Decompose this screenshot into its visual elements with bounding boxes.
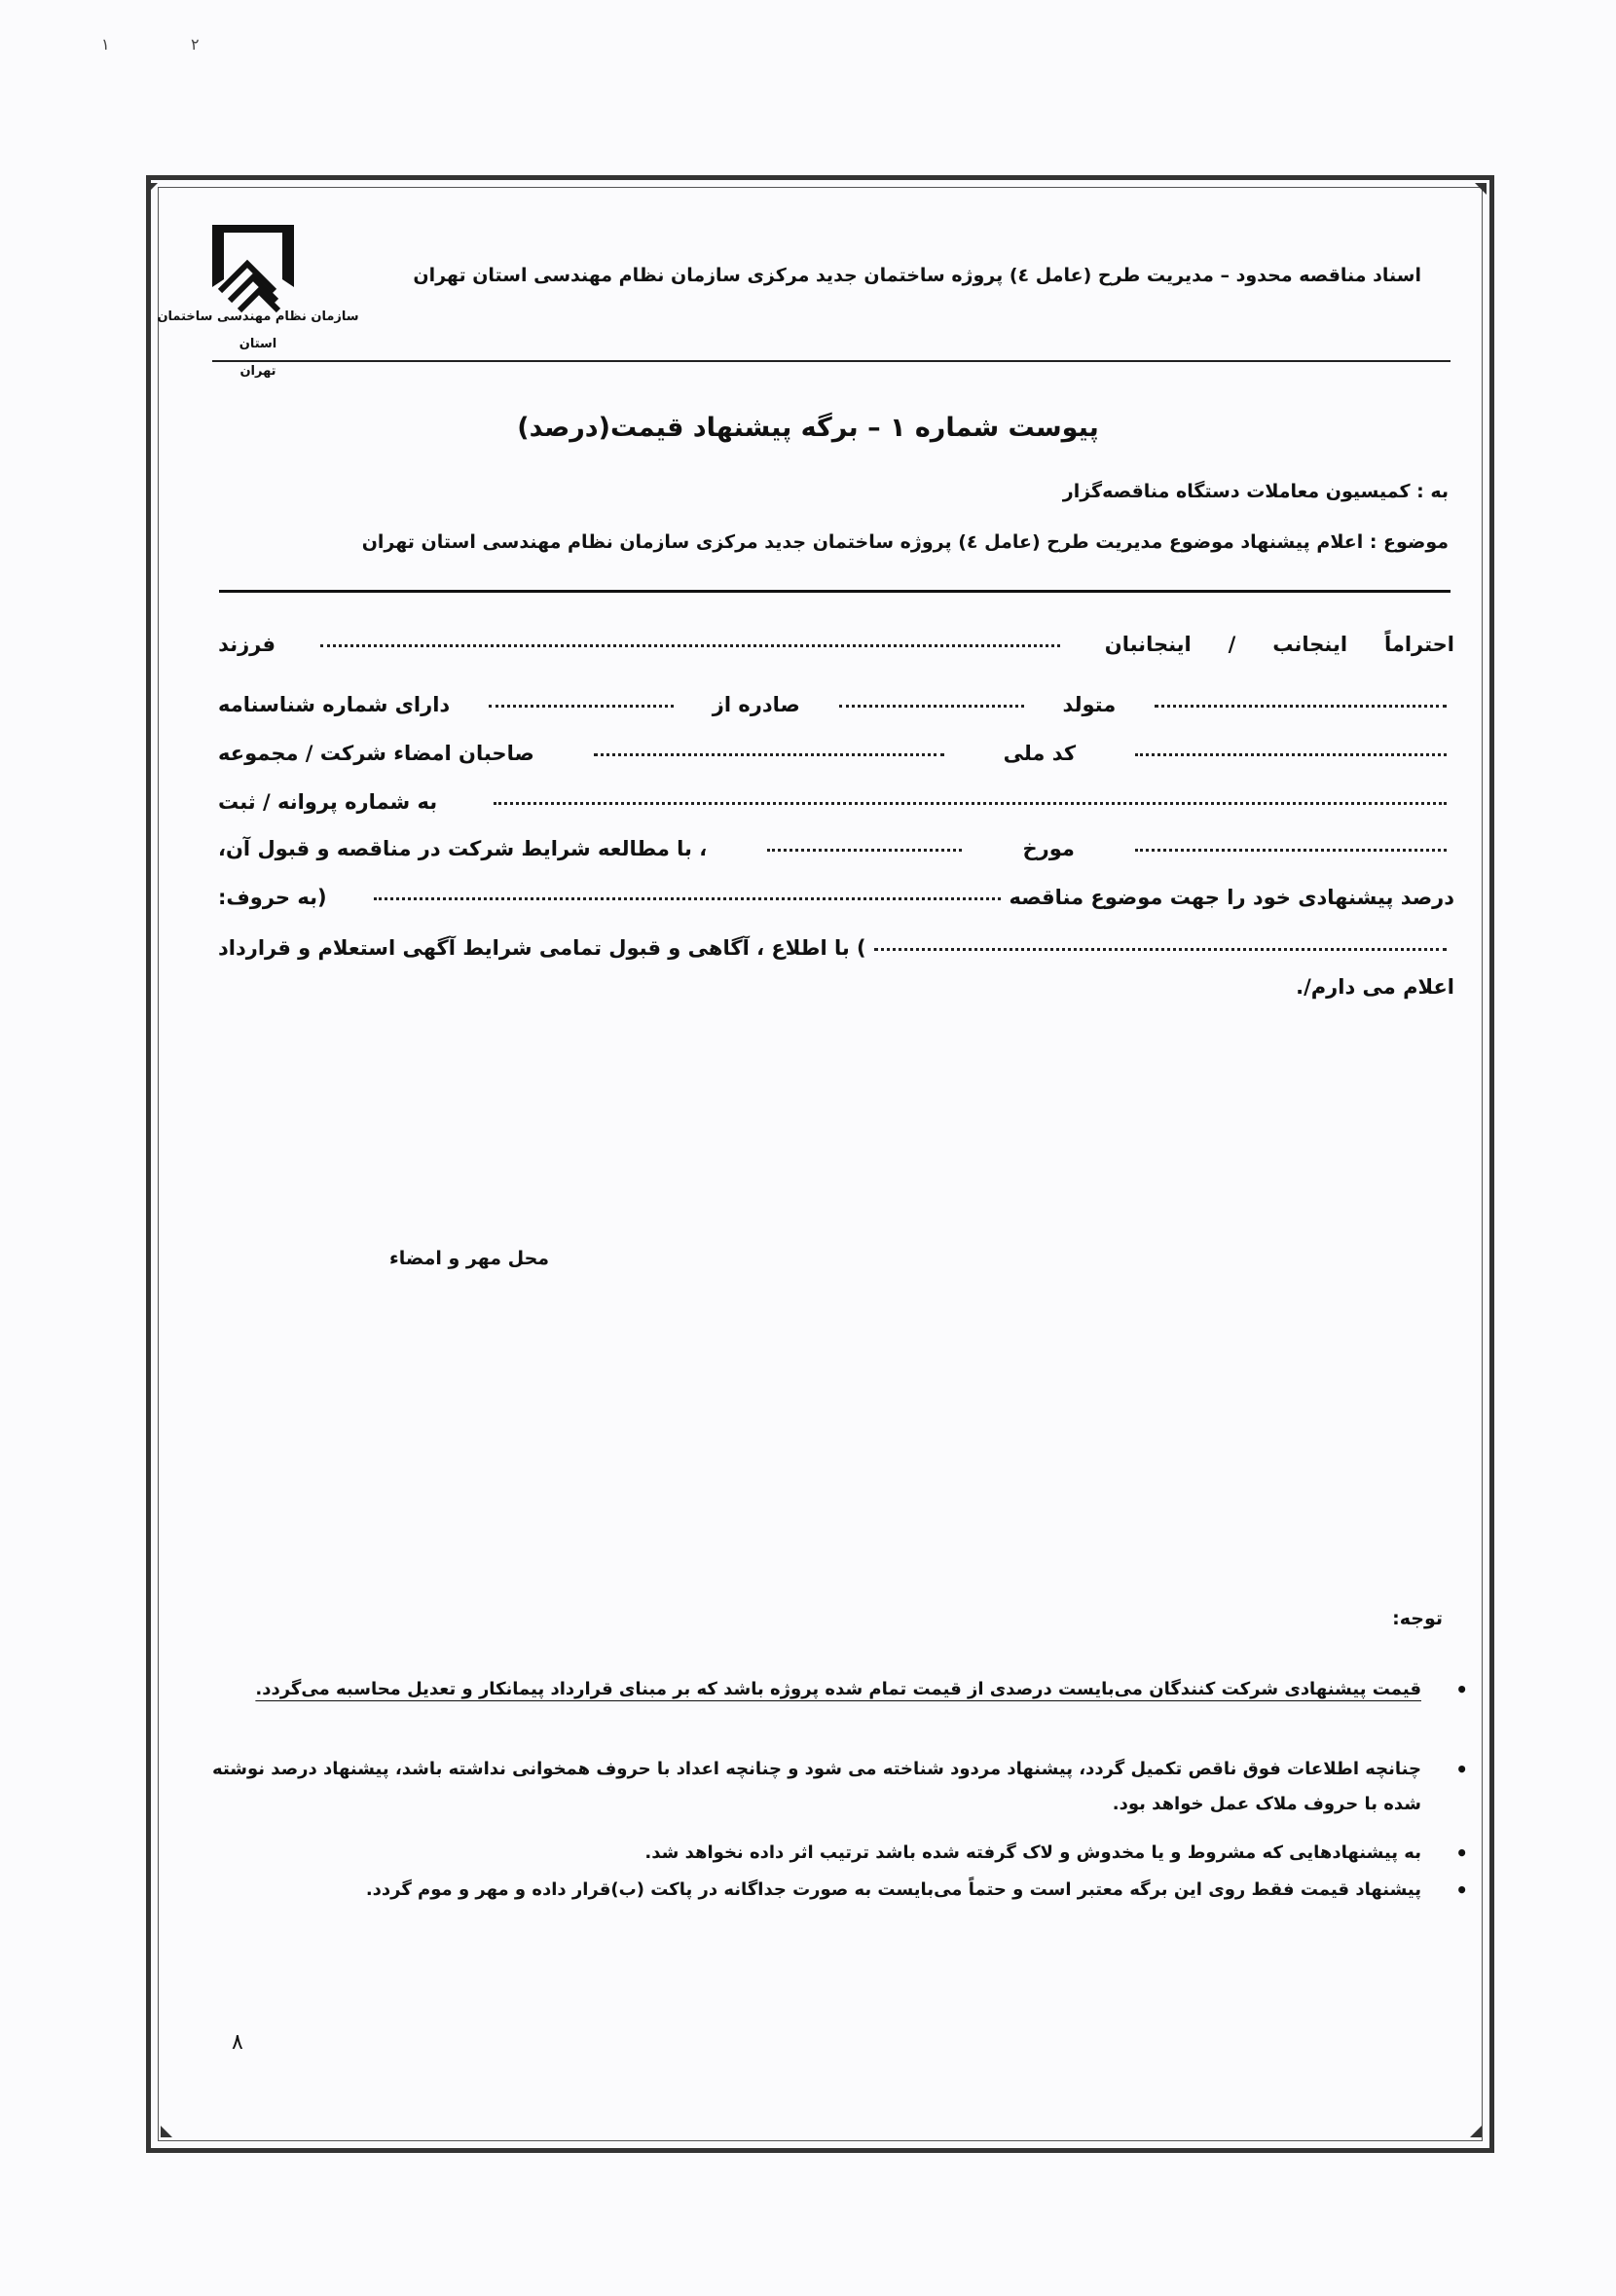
note-text: پیشنهاد قیمت فقط روی این برگه معتبر است و حتماً می‌بایست به صورت جداگانه در پاکت (ب)قرار داده و مهر و موم گردد. — [365, 1879, 1421, 1900]
form-line-3 — [218, 742, 1454, 765]
form-line-8 — [218, 975, 1454, 999]
form-line-4 — [218, 790, 1454, 814]
form-line-1 — [218, 633, 1454, 656]
form-text: به شماره پروانه / ثبت — [218, 790, 438, 814]
form-text: / — [1228, 633, 1236, 656]
form-text: احتراماً — [1383, 633, 1454, 656]
percent-field[interactable] — [374, 897, 1002, 900]
name-field[interactable] — [320, 644, 1060, 647]
form-text: کد ملی — [1003, 742, 1077, 765]
note-item — [165, 1873, 1468, 1908]
form-text: مورخ — [1022, 837, 1075, 860]
form-line-6 — [218, 886, 1454, 909]
issued-from-field[interactable] — [489, 705, 674, 708]
id-number-field[interactable] — [1135, 753, 1447, 756]
form-line-2 — [218, 693, 1454, 716]
recipient: به : کمیسیون معاملات دستگاه مناقصه‌گزار — [1062, 481, 1449, 502]
notes-heading: توجه: — [1392, 1608, 1443, 1629]
bullet-icon: • — [1455, 1841, 1468, 1865]
form-text: ، با مطالعه شرایط شرکت در مناقصه و قبول آن، — [218, 837, 708, 860]
corner-mark-icon — [1475, 183, 1487, 195]
header-divider — [212, 360, 1451, 362]
form-line-5 — [218, 837, 1454, 860]
page-title: پیوست شماره ١ – برگه پیشنهاد قیمت(درصد) — [517, 413, 1099, 443]
organization-logo-icon — [204, 219, 302, 316]
birthplace-field[interactable] — [839, 705, 1024, 708]
form-line-7 — [218, 936, 1454, 960]
note-item — [204, 1672, 1468, 1707]
form-text: (به حروف: — [218, 886, 327, 909]
national-code-field[interactable] — [594, 753, 944, 756]
logo-caption — [156, 304, 360, 385]
form-text: درصد پیشنهادی خود را جهت موضوع مناقصه — [1009, 886, 1454, 909]
corner-mark-icon — [146, 183, 158, 195]
note-text: قیمت پیشنهادی شرکت کنندگان می‌بایست درصدی از قیمت تمام شده پروژه باشد که بر مبنای قرارداد پیمانکار و تعدیل محاسبه می‌گردد. — [255, 1679, 1421, 1699]
scan-mark: ٢ — [191, 35, 200, 54]
bullet-icon: • — [1455, 1878, 1468, 1902]
form-text: صادره از — [712, 693, 800, 716]
corner-mark-icon — [161, 2126, 172, 2137]
note-text: چنانچه اطلاعات فوق ناقص تکمیل گردد، پیشنهاد مردود شناخته می شود و چنانچه اعداد با حروف همخوانی نداشته باشد، پیشنهاد درصد نوشته شده با حروف ملاک عمل خواهد بود. — [212, 1759, 1421, 1814]
bullet-icon: • — [1455, 1758, 1468, 1781]
page-number: ٨ — [232, 2030, 243, 2055]
percent-in-words-field[interactable] — [874, 948, 1447, 951]
company-field[interactable] — [494, 802, 1447, 805]
note-item — [204, 1836, 1468, 1871]
logo-caption-line: تهران — [239, 364, 276, 379]
form-text: اینجانب — [1272, 633, 1348, 656]
signature-label: محل مهر و امضاء — [389, 1248, 550, 1269]
note-item — [204, 1752, 1468, 1822]
logo-caption-line: سازمان نظام مهندسی ساختمان استان — [157, 310, 359, 351]
document-header: اسناد مناقصه محدود – مدیریت طرح (عامل ٤) پروژه ساختمان جدید مرکزی سازمان نظام مهندسی استان تهران — [413, 265, 1421, 286]
form-text: ) با اطلاع ، آگاهی و قبول تمامی شرایط آگهی استعلام و قرارداد — [218, 936, 866, 960]
form-text: فرزند — [218, 633, 275, 656]
father-name-field[interactable] — [1155, 705, 1447, 708]
form-text: اعلام می دارم/. — [1296, 975, 1454, 999]
scan-mark: ١ — [101, 35, 110, 54]
subject: موضوع : اعلام پیشنهاد موضوع مدیریت طرح (عامل ٤) پروژه ساختمان جدید مرکزی سازمان نظام مهندسی استان تهران — [361, 531, 1449, 553]
form-text: اینجانبان — [1104, 633, 1192, 656]
form-text: صاحبان امضاء شرکت / مجموعه — [218, 742, 534, 765]
bullet-icon: • — [1455, 1678, 1468, 1701]
date-field[interactable] — [767, 849, 962, 852]
corner-mark-icon — [1470, 2126, 1482, 2137]
form-text: دارای شماره شناسنامه — [218, 693, 451, 716]
form-text: متولد — [1062, 693, 1117, 716]
license-number-field[interactable] — [1135, 849, 1447, 852]
note-text: به پیشنهادهایی که مشروط و یا مخدوش و لاک گرفته شده باشد ترتیب اثر داده نخواهد شد. — [644, 1842, 1421, 1863]
subject-divider — [219, 590, 1451, 593]
